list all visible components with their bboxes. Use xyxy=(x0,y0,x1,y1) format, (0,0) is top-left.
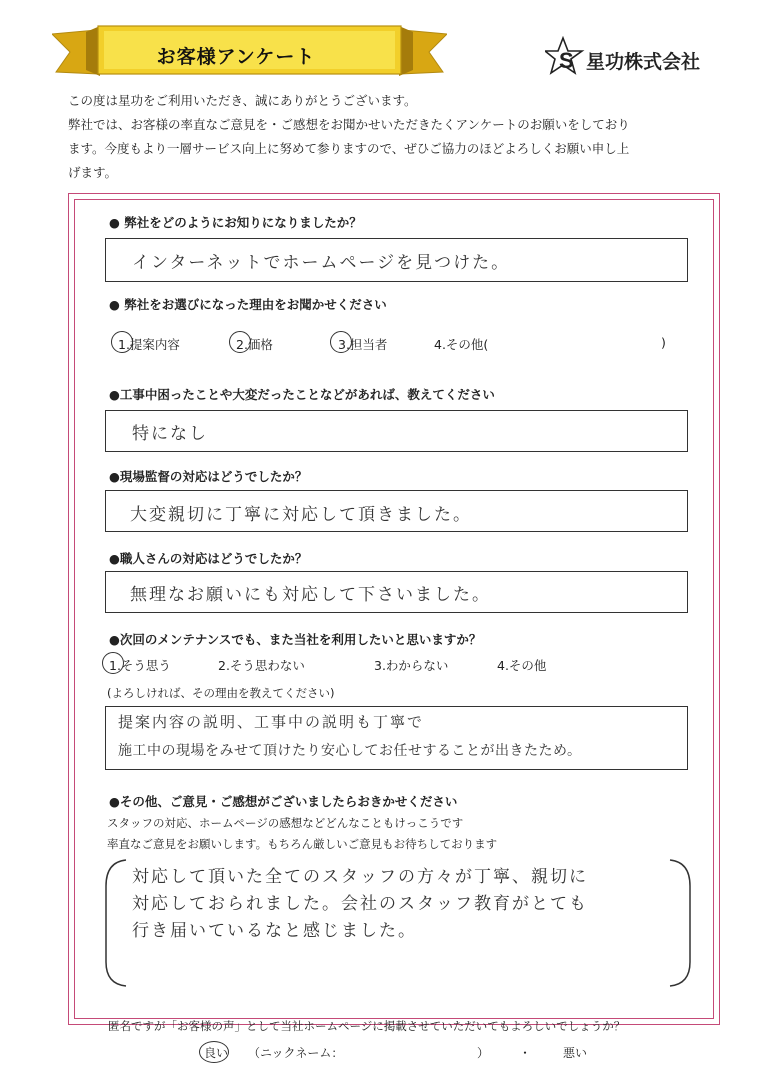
publish-consent-question: 匿名ですが「お客様の声」として当社ホームページに掲載させていただいてもよろしいでしょうか？ xyxy=(108,1019,626,1033)
separator-dot: ・ xyxy=(519,1046,532,1060)
q6-reason-prompt: (よろしければ、その理由を教えてください) xyxy=(107,686,335,700)
page-title: お客様アンケート xyxy=(156,46,316,68)
nickname-label: （ニックネーム： xyxy=(248,1046,344,1060)
svg-text:S: S xyxy=(559,48,574,73)
q6-question: ●次回のメンテナンスでも、また当社を利用したいと思いますか？ xyxy=(109,632,482,647)
intro-line: 弊社では、お客様の率直なご意見を・ご感想をお聞かせいただきたくアンケートのお願いをしており xyxy=(68,117,630,132)
q2-option-staff[interactable]: 3.担当者 xyxy=(338,337,388,352)
q1-question: ● 弊社をどのようにお知りになりましたか？ xyxy=(109,215,362,230)
q2-question: ● 弊社をお選びになった理由をお聞かせください xyxy=(109,297,387,312)
q5-answer: 無理なお願いにも対応して下さいました。 xyxy=(130,585,491,605)
q7-answer-line: 対応して頂いた全てのスタッフの方々が丁寧、親切に xyxy=(132,867,588,887)
q6-option-no[interactable]: 2.そう思わない xyxy=(218,658,305,673)
q7-note-line: スタッフの対応、ホームページの感想などどんなこともけっこうです xyxy=(107,816,464,830)
q7-note-line: 率直なご意見をお願いします。もちろん厳しいご意見もお待ちしております xyxy=(107,837,498,851)
q6-option-yes[interactable]: 1.そう思う xyxy=(109,658,171,673)
q2-option-proposal[interactable]: 1.提案内容 xyxy=(118,337,180,352)
q2-option-price[interactable]: 2.価格 xyxy=(236,337,273,352)
q2-option-other-close: ) xyxy=(661,335,666,350)
intro-line: げます。 xyxy=(68,165,118,180)
q6-option-yes-circle xyxy=(102,652,124,674)
q6-option-other[interactable]: 4.その他 xyxy=(497,658,547,673)
star-s-logo-icon xyxy=(545,36,587,76)
consent-bad[interactable]: 悪い xyxy=(563,1046,588,1060)
q3-question: ●工事中困ったことや大変だったことなどがあれば、教えてください xyxy=(109,387,495,402)
q2-option-other[interactable]: 4.その他( xyxy=(434,337,489,352)
q6-option-unknown[interactable]: 3.わからない xyxy=(374,658,449,673)
q2-option-proposal-circle xyxy=(111,331,133,353)
q2-option-price-circle xyxy=(229,331,251,353)
q7-answer-line: 対応しておられました。会社のスタッフ教育がとても xyxy=(132,894,588,914)
q6-answer-line: 提案内容の説明、工事中の説明も丁寧で xyxy=(118,713,425,731)
q1-answer: インターネットでホームページを見つけた。 xyxy=(132,253,511,273)
q3-answer: 特になし xyxy=(132,424,208,444)
company-name: 星功株式会社 xyxy=(586,51,701,73)
q4-question: ●現場監督の対応はどうでしたか？ xyxy=(109,469,308,484)
q2-option-staff-circle xyxy=(330,331,352,353)
intro-line: ます。今度もより一層サービス向上に努めて参りますので、ぜひご協力のほどよろしくお願い申し上 xyxy=(68,141,630,156)
intro-line: この度は星功をご利用いただき、誠にありがとうございます。 xyxy=(68,93,417,108)
q4-answer: 大変親切に丁寧に対応して頂きました。 xyxy=(130,505,472,525)
q7-answer-line: 行き届いているなと感じました。 xyxy=(132,921,417,941)
nickname-close: ） xyxy=(477,1046,490,1060)
intro-text xyxy=(68,89,733,185)
q7-question: ●その他、ご意見・ご感想がございましたらおきかせください xyxy=(109,794,458,809)
q6-answer-line: 施工中の現場をみせて頂けたり安心してお任せすることが出きたため。 xyxy=(118,743,582,759)
q5-question: ●職人さんの対応はどうでしたか？ xyxy=(109,551,308,566)
consent-good[interactable]: 良い xyxy=(204,1046,229,1060)
